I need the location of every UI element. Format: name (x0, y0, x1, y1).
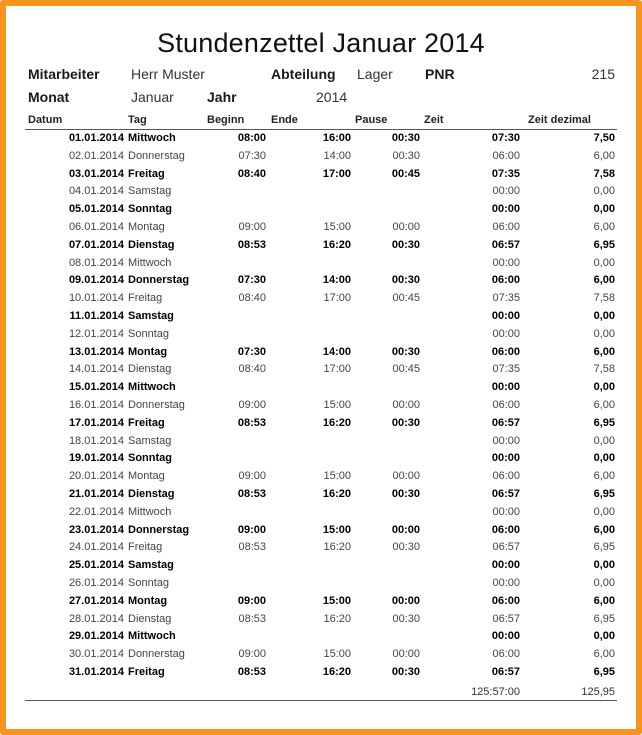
header-divider (25, 129, 617, 130)
cell-pause: 00:00 (391, 594, 420, 607)
cell-zeit-dezimal: 6,95 (593, 541, 615, 554)
cell-zeit-dezimal: 0,00 (593, 185, 615, 198)
abteilung-value: Lager (357, 66, 393, 82)
cell-tag: Freitag (128, 416, 165, 429)
cell-datum: 30.01.2014 (68, 648, 124, 661)
cell-beginn: 08:40 (238, 292, 266, 305)
cell-ende: 15:00 (323, 470, 351, 483)
cell-datum: 04.01.2014 (68, 185, 124, 198)
table-row (0, 220, 642, 238)
table-row (0, 202, 642, 220)
cell-pause: 00:45 (392, 363, 420, 376)
pnr-label: PNR (425, 66, 455, 82)
cell-tag: Donnerstag (128, 398, 185, 411)
table-row (0, 594, 642, 612)
cell-zeit-dezimal: 6,95 (593, 665, 615, 678)
cell-zeit: 00:00 (491, 630, 520, 643)
cell-tag: Donnerstag (128, 274, 190, 287)
cell-ende: 16:20 (322, 416, 351, 429)
cell-tag: Mittwoch (128, 505, 172, 518)
cell-datum: 08.01.2014 (68, 256, 124, 269)
cell-zeit: 06:00 (492, 398, 520, 411)
cell-zeit-dezimal: 0,00 (593, 630, 615, 643)
cell-tag: Sonntag (128, 327, 169, 340)
cell-beginn: 08:40 (238, 363, 266, 376)
cell-pause: 00:00 (392, 220, 420, 233)
cell-pause: 00:30 (391, 132, 420, 144)
table-row (0, 487, 642, 505)
cell-tag: Samstag (128, 559, 174, 572)
cell-tag: Freitag (128, 167, 165, 180)
cell-beginn: 09:00 (238, 220, 266, 233)
cell-zeit: 06:57 (492, 612, 520, 625)
cell-ende: 15:00 (322, 523, 351, 536)
cell-zeit: 00:00 (492, 576, 520, 589)
cell-zeit-dezimal: 7,58 (593, 363, 615, 376)
cell-tag: Dienstag (128, 612, 172, 625)
cell-ende: 16:20 (323, 612, 351, 625)
cell-zeit: 06:57 (491, 416, 520, 429)
cell-pause: 00:45 (392, 292, 420, 305)
cell-zeit-dezimal: 0,00 (593, 256, 615, 269)
cell-datum: 11.01.2014 (69, 309, 124, 322)
cell-pause: 00:30 (392, 149, 420, 162)
cell-datum: 26.01.2014 (68, 576, 124, 589)
cell-datum: 31.01.2014 (68, 665, 124, 678)
cell-tag: Sonntag (128, 452, 172, 465)
table-row (0, 167, 642, 185)
cell-zeit-dezimal: 6,95 (593, 238, 615, 251)
cell-ende: 16:20 (322, 665, 351, 678)
table-row (0, 416, 642, 434)
cell-zeit: 07:35 (491, 167, 520, 180)
cell-beginn: 08:53 (238, 541, 266, 554)
table-row (0, 505, 642, 523)
table-row (0, 362, 642, 380)
cell-datum: 02.01.2014 (68, 149, 124, 162)
cell-pause: 00:30 (391, 665, 420, 678)
cell-zeit-dezimal: 0,00 (593, 381, 615, 394)
jahr-label: Jahr (207, 89, 237, 105)
cell-datum: 06.01.2014 (68, 220, 124, 233)
cell-ende: 15:00 (323, 220, 351, 233)
cell-zeit-dezimal: 0,00 (593, 576, 615, 589)
cell-zeit: 06:00 (492, 149, 520, 162)
cell-zeit: 00:00 (492, 434, 520, 447)
cell-datum: 14.01.2014 (68, 363, 124, 376)
cell-ende: 14:00 (322, 274, 351, 287)
cell-beginn: 09:00 (238, 470, 266, 483)
col-header-zeit-dezimal: Zeit dezimal (528, 114, 591, 126)
cell-beginn: 07:30 (237, 345, 266, 358)
cell-pause: 00:00 (392, 398, 420, 411)
cell-zeit: 06:57 (491, 238, 520, 251)
cell-zeit: 00:00 (492, 256, 520, 269)
cell-tag: Freitag (128, 292, 163, 305)
cell-zeit-dezimal: 6,00 (593, 149, 615, 162)
cell-tag: Dienstag (128, 363, 172, 376)
cell-datum: 29.01.2014 (68, 630, 124, 643)
table-row (0, 629, 642, 647)
cell-pause: 00:00 (391, 523, 420, 536)
cell-pause: 00:00 (392, 470, 420, 483)
cell-tag: Donnerstag (128, 149, 185, 162)
table-row (0, 576, 642, 594)
table-row (0, 647, 642, 665)
table-row (0, 523, 642, 541)
table-row (0, 291, 642, 309)
cell-pause: 00:00 (392, 648, 420, 661)
cell-ende: 16:20 (322, 238, 351, 251)
cell-ende: 15:00 (323, 648, 351, 661)
cell-ende: 16:20 (323, 541, 351, 554)
cell-tag: Freitag (128, 541, 163, 554)
cell-zeit: 06:00 (492, 648, 520, 661)
table-row (0, 451, 642, 469)
cell-ende: 14:00 (323, 149, 351, 162)
cell-beginn: 09:00 (237, 594, 266, 607)
table-row (0, 540, 642, 558)
monat-label: Monat (28, 89, 70, 105)
table-row (0, 612, 642, 630)
cell-datum: 22.01.2014 (68, 505, 124, 518)
table-row (0, 327, 642, 345)
cell-pause: 00:30 (391, 416, 420, 429)
table-row (0, 345, 642, 363)
cell-datum: 07.01.2014 (68, 238, 124, 251)
cell-zeit-dezimal: 7,58 (593, 292, 615, 305)
cell-zeit-dezimal: 6,00 (593, 398, 615, 411)
cell-zeit-dezimal: 6,95 (593, 487, 615, 500)
cell-tag: Sonntag (128, 203, 172, 216)
footer-divider (25, 700, 617, 701)
cell-tag: Donnerstag (128, 648, 185, 661)
cell-zeit-dezimal: 0,00 (593, 203, 615, 216)
cell-datum: 03.01.2014 (68, 167, 124, 180)
cell-tag: Montag (128, 220, 165, 233)
cell-datum: 19.01.2014 (68, 452, 124, 465)
cell-tag: Samstag (128, 185, 172, 198)
cell-datum: 16.01.2014 (68, 398, 124, 411)
cell-ende: 16:00 (322, 132, 351, 144)
cell-beginn: 08:00 (237, 132, 266, 144)
total-decimal: 125,95 (581, 686, 615, 698)
cell-pause: 00:30 (392, 612, 420, 625)
table-row (0, 558, 642, 576)
table-row (0, 398, 642, 416)
cell-beginn: 08:53 (237, 238, 266, 251)
cell-tag: Dienstag (128, 238, 175, 251)
cell-tag: Mittwoch (128, 132, 176, 144)
cell-zeit-dezimal: 6,00 (593, 648, 615, 661)
table-row (0, 131, 642, 149)
col-header-beginn: Beginn (207, 114, 245, 126)
abteilung-label: Abteilung (271, 66, 336, 82)
cell-ende: 17:00 (323, 363, 351, 376)
cell-datum: 01.01.2014 (68, 132, 124, 144)
col-header-ende: Ende (271, 114, 298, 126)
cell-pause: 00:45 (391, 167, 420, 180)
cell-zeit-dezimal: 0,00 (593, 505, 615, 518)
cell-zeit: 00:00 (492, 185, 520, 198)
cell-zeit: 00:00 (491, 452, 520, 465)
cell-zeit-dezimal: 6,00 (593, 594, 615, 607)
cell-beginn: 08:53 (237, 416, 266, 429)
pnr-value: 215 (591, 66, 615, 82)
cell-zeit-dezimal: 6,95 (593, 612, 615, 625)
cell-beginn: 08:53 (237, 665, 266, 678)
cell-zeit-dezimal: 0,00 (593, 309, 615, 322)
table-row (0, 665, 642, 683)
cell-zeit-dezimal: 6,00 (593, 220, 615, 233)
cell-zeit: 00:00 (492, 505, 520, 518)
cell-tag: Samstag (128, 434, 172, 447)
table-row (0, 184, 642, 202)
cell-ende: 15:00 (322, 594, 351, 607)
cell-beginn: 09:00 (238, 648, 266, 661)
cell-datum: 18.01.2014 (68, 434, 124, 447)
cell-zeit: 00:00 (492, 327, 520, 340)
cell-beginn: 07:30 (237, 274, 266, 287)
cell-zeit: 06:00 (492, 220, 520, 233)
cell-zeit: 00:00 (491, 559, 520, 572)
cell-datum: 20.01.2014 (68, 470, 124, 483)
mitarbeiter-value: Herr Muster (131, 66, 205, 82)
cell-beginn: 08:53 (238, 612, 266, 625)
table-row (0, 380, 642, 398)
cell-zeit: 07:35 (492, 363, 520, 376)
cell-ende: 14:00 (322, 345, 351, 358)
cell-tag: Montag (128, 470, 165, 483)
cell-zeit-dezimal: 6,00 (593, 470, 615, 483)
cell-tag: Donnerstag (128, 523, 190, 536)
cell-ende: 17:00 (323, 292, 351, 305)
cell-zeit: 07:35 (492, 292, 520, 305)
cell-pause: 00:30 (391, 345, 420, 358)
monat-value: Januar (131, 89, 174, 105)
cell-beginn: 09:00 (238, 398, 266, 411)
cell-tag: Montag (128, 345, 168, 358)
col-header-pause: Pause (355, 114, 388, 126)
timesheet-table-body (0, 131, 642, 683)
cell-tag: Dienstag (128, 487, 175, 500)
cell-datum: 10.01.2014 (68, 292, 124, 305)
table-row (0, 434, 642, 452)
cell-datum: 24.01.2014 (68, 541, 124, 554)
cell-zeit: 00:00 (491, 381, 520, 394)
cell-datum: 09.01.2014 (68, 274, 124, 287)
cell-zeit: 06:00 (492, 470, 520, 483)
cell-zeit: 06:57 (492, 541, 520, 554)
total-time: 125:57:00 (471, 686, 520, 698)
cell-ende: 17:00 (322, 167, 351, 180)
table-row (0, 309, 642, 327)
cell-zeit: 06:00 (491, 594, 520, 607)
table-row (0, 256, 642, 274)
table-row (0, 149, 642, 167)
cell-zeit-dezimal: 7,58 (593, 167, 615, 180)
cell-zeit: 00:00 (491, 203, 520, 216)
cell-zeit-dezimal: 6,00 (593, 274, 615, 287)
cell-datum: 05.01.2014 (68, 203, 124, 216)
mitarbeiter-label: Mitarbeiter (28, 66, 100, 82)
cell-pause: 00:30 (391, 487, 420, 500)
cell-datum: 13.01.2014 (68, 345, 124, 358)
cell-zeit-dezimal: 0,00 (593, 452, 615, 465)
cell-pause: 00:30 (391, 274, 420, 287)
cell-datum: 25.01.2014 (68, 559, 124, 572)
table-row (0, 273, 642, 291)
cell-datum: 15.01.2014 (68, 381, 124, 394)
page-title: Stundenzettel Januar 2014 (157, 28, 485, 58)
col-header-zeit: Zeit (424, 114, 444, 126)
cell-beginn: 07:30 (238, 149, 266, 162)
cell-datum: 27.01.2014 (68, 594, 124, 607)
cell-beginn: 09:00 (237, 523, 266, 536)
cell-zeit-dezimal: 0,00 (593, 434, 615, 447)
cell-zeit: 06:00 (491, 523, 520, 536)
cell-datum: 17.01.2014 (68, 416, 124, 429)
cell-tag: Sonntag (128, 576, 169, 589)
cell-pause: 00:30 (392, 541, 420, 554)
cell-zeit-dezimal: 6,00 (593, 523, 615, 536)
cell-zeit: 06:57 (491, 665, 520, 678)
cell-zeit: 00:00 (491, 309, 520, 322)
cell-tag: Samstag (128, 309, 174, 322)
cell-zeit-dezimal: 0,00 (593, 327, 615, 340)
cell-datum: 12.01.2014 (68, 327, 124, 340)
jahr-value: 2014 (316, 89, 348, 105)
cell-zeit-dezimal: 7,50 (593, 132, 615, 144)
cell-beginn: 08:53 (237, 487, 266, 500)
table-row (0, 238, 642, 256)
cell-tag: Freitag (128, 665, 165, 678)
cell-zeit: 06:57 (491, 487, 520, 500)
cell-tag: Montag (128, 594, 168, 607)
cell-pause: 00:30 (391, 238, 420, 251)
cell-beginn: 08:40 (237, 167, 266, 180)
cell-tag: Mittwoch (128, 630, 176, 643)
cell-datum: 21.01.2014 (68, 487, 124, 500)
col-header-tag: Tag (128, 114, 147, 126)
cell-zeit-dezimal: 0,00 (593, 559, 615, 572)
cell-zeit: 06:00 (491, 345, 520, 358)
cell-zeit: 06:00 (491, 274, 520, 287)
cell-zeit-dezimal: 6,95 (593, 416, 615, 429)
cell-datum: 23.01.2014 (68, 523, 124, 536)
table-row (0, 469, 642, 487)
col-header-datum: Datum (28, 114, 63, 126)
cell-tag: Mittwoch (128, 381, 176, 394)
cell-datum: 28.01.2014 (68, 612, 124, 625)
cell-tag: Mittwoch (128, 256, 172, 269)
cell-zeit-dezimal: 6,00 (593, 345, 615, 358)
cell-zeit: 07:30 (491, 132, 520, 144)
cell-ende: 16:20 (322, 487, 351, 500)
cell-ende: 15:00 (323, 398, 351, 411)
